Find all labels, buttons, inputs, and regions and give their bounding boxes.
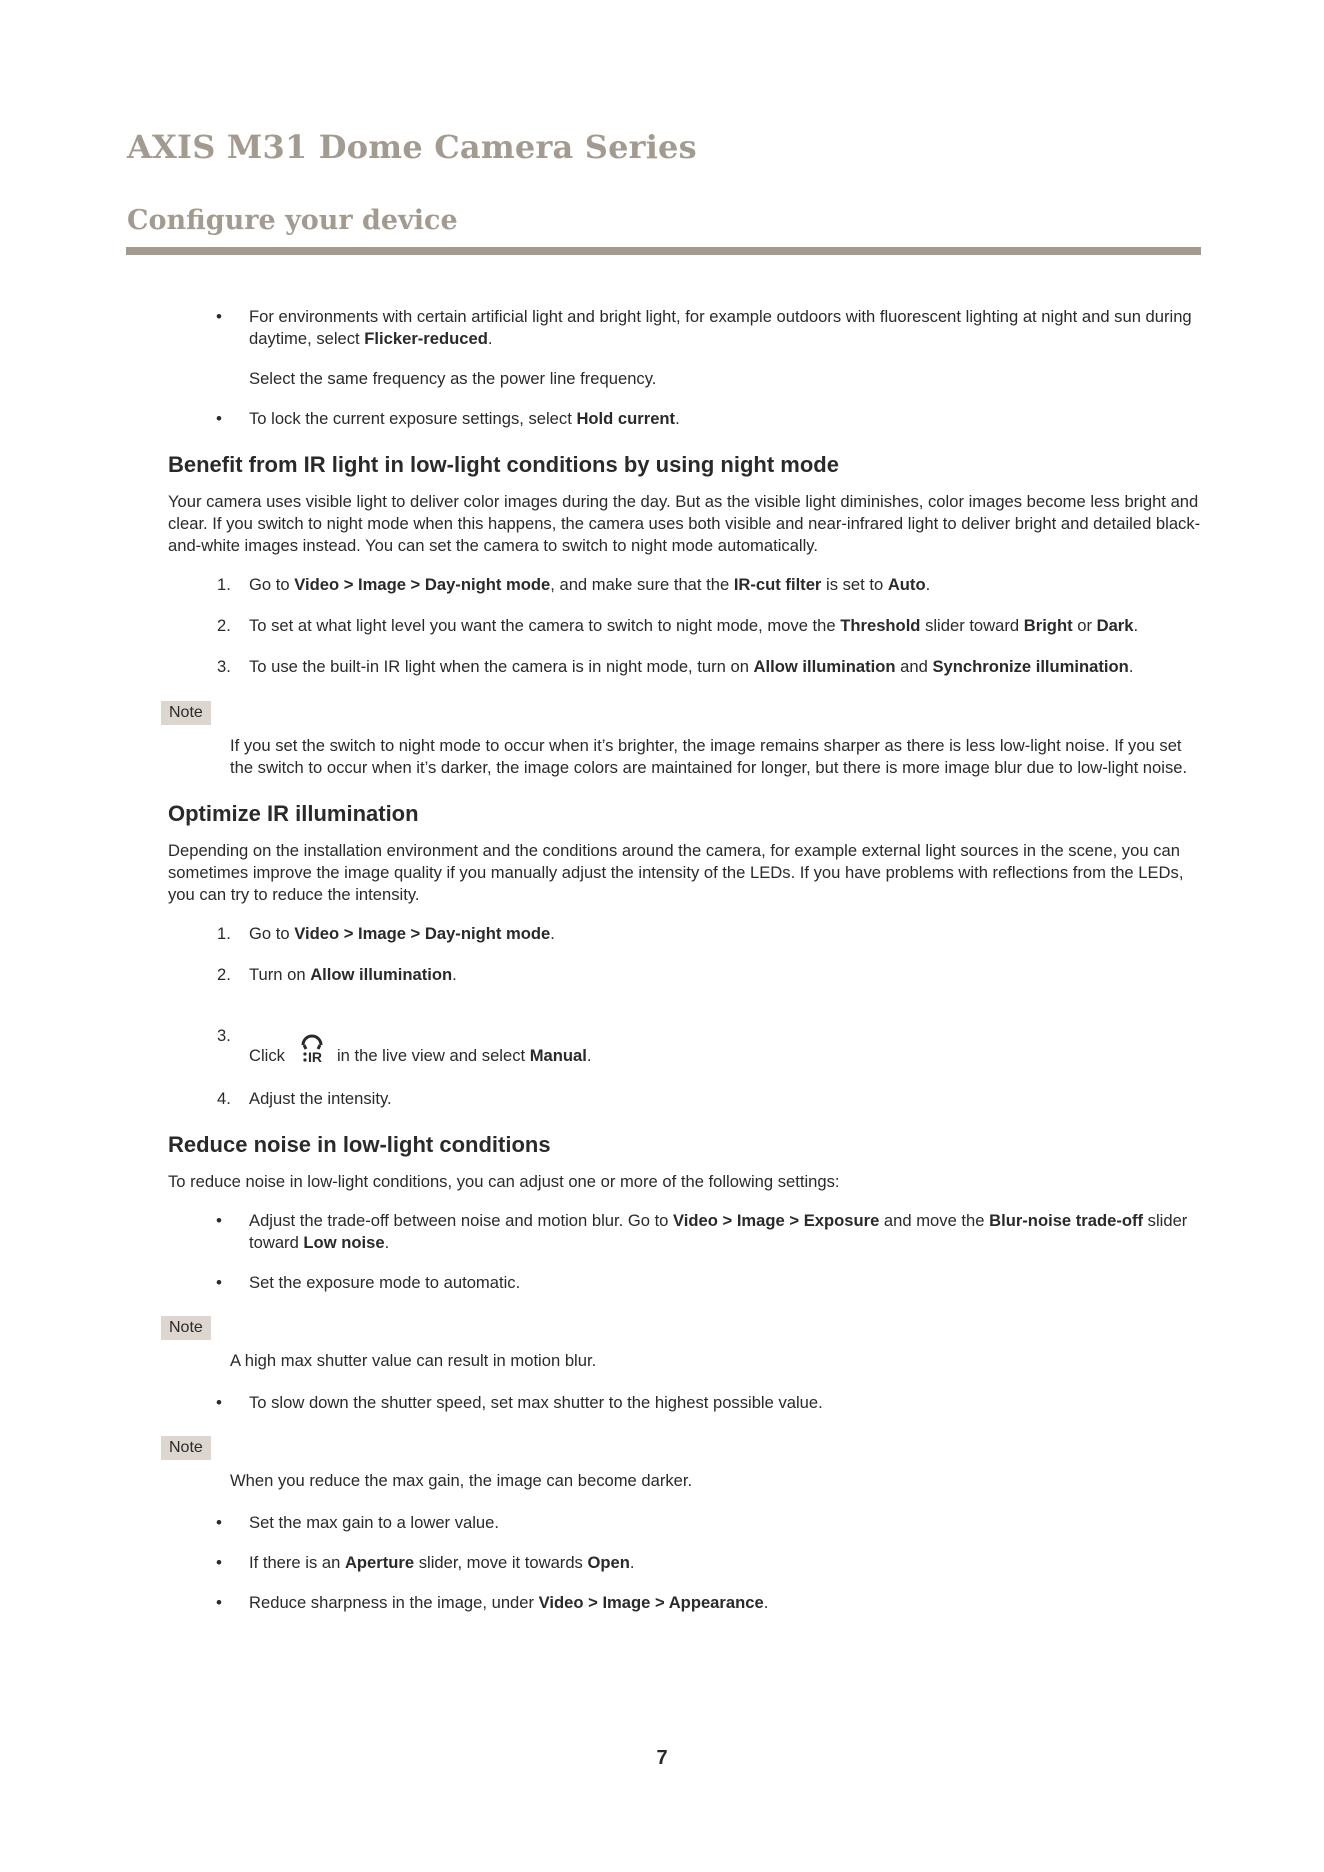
- note-label: Note: [161, 1316, 211, 1340]
- noise-bullet-list: [168, 1512, 1202, 1614]
- noise-bullet-list: [168, 1392, 1202, 1414]
- note-text: If you set the switch to night mode to occur when it’s brighter, the image remains sharper as there is less low-light noise. If you set the switch to occur when it’s darker, the image colors are maintained for longer, but there is more image blur due to low-light noise.: [230, 736, 1188, 777]
- list-item: • Set the exposure mode to automatic.: [168, 1272, 1202, 1294]
- step-item: 4. Adjust the intensity.: [217, 1089, 392, 1108]
- intro-bullet-list: [168, 306, 1202, 430]
- list-item: • If there is an Aperture slider, move it towards Open.: [168, 1552, 1202, 1574]
- document-title: AXIS M31 Dome Camera Series: [127, 128, 697, 166]
- list-item: • To lock the current exposure settings, select Hold current.: [168, 408, 1202, 430]
- note-label: Note: [161, 1436, 211, 1460]
- step-item: 1. Go to Video > Image > Day-night mode, and make sure that the IR-cut filter is set to Auto.: [217, 575, 931, 594]
- list-item: • For environments with certain artificial light and bright light, for example outdoors with fluorescent lighting at night and sun during daytime, select Flicker-reduced. Select the same frequency as the power line frequency.: [168, 306, 1202, 390]
- svg-text:IR: IR: [307, 1049, 322, 1065]
- noise-bullet-list: [168, 1210, 1202, 1294]
- list-item: • Adjust the trade-off between noise and motion blur. Go to Video > Image > Exposure and move the Blur-noise trade-off slider toward Low noise.: [168, 1210, 1202, 1254]
- step-item: 1. Go to Video > Image > Day-night mode.: [217, 924, 555, 943]
- ir-steps: [168, 923, 1202, 1110]
- step-item: 3. Click IR in the live view and select Manual.: [168, 1005, 1202, 1069]
- list-item: • To slow down the shutter speed, set max shutter to the highest possible value.: [168, 1392, 1202, 1414]
- header-divider: [126, 247, 1201, 255]
- night-mode-steps: [168, 574, 1202, 678]
- heading-reduce-noise: Reduce noise in low-light conditions: [168, 1132, 551, 1157]
- section-title: Configure your device: [127, 205, 458, 236]
- note-text: A high max shutter value can result in motion blur.: [230, 1351, 597, 1370]
- paragraph: To reduce noise in low-light conditions, you can adjust one or more of the following settings:: [168, 1172, 840, 1191]
- heading-optimize-ir: Optimize IR illumination: [168, 801, 419, 826]
- list-item-paragraph: Select the same frequency as the power line frequency.: [249, 369, 657, 388]
- list-item: • Set the max gain to a lower value.: [168, 1512, 1202, 1534]
- heading-night-mode: Benefit from IR light in low-light conditions by using night mode: [168, 452, 839, 477]
- page-content: [168, 306, 1202, 1632]
- ir-illumination-icon: [295, 1025, 329, 1069]
- step-item: 2. To set at what light level you want the camera to switch to night mode, move the Threshold slider toward Bright or Dark.: [217, 616, 1139, 635]
- step-item: 3. To use the built-in IR light when the camera is in night mode, turn on Allow illumination and Synchronize illumination.: [217, 657, 1134, 676]
- note-label: Note: [161, 701, 211, 725]
- list-item: • Reduce sharpness in the image, under Video > Image > Appearance.: [168, 1592, 1202, 1614]
- step-item: 2. Turn on Allow illumination.: [217, 965, 457, 984]
- paragraph: Your camera uses visible light to deliver color images during the day. But as the visible light diminishes, color images become less bright and clear. If you switch to night mode when this happens, the camera uses both visible and near-infrared light to deliver bright and detailed black-and-white images instead. You can set the camera to switch to night mode automatically.: [168, 492, 1201, 555]
- paragraph: Depending on the installation environment and the conditions around the camera, for example external light sources in the scene, you can sometimes improve the image quality if you manually adjust the intensity of the LEDs. If you have problems with reflections from the LEDs, you can try to reduce the intensity.: [168, 841, 1184, 904]
- page-number: 7: [656, 1747, 668, 1769]
- note-text: When you reduce the max gain, the image can become darker.: [230, 1471, 693, 1490]
